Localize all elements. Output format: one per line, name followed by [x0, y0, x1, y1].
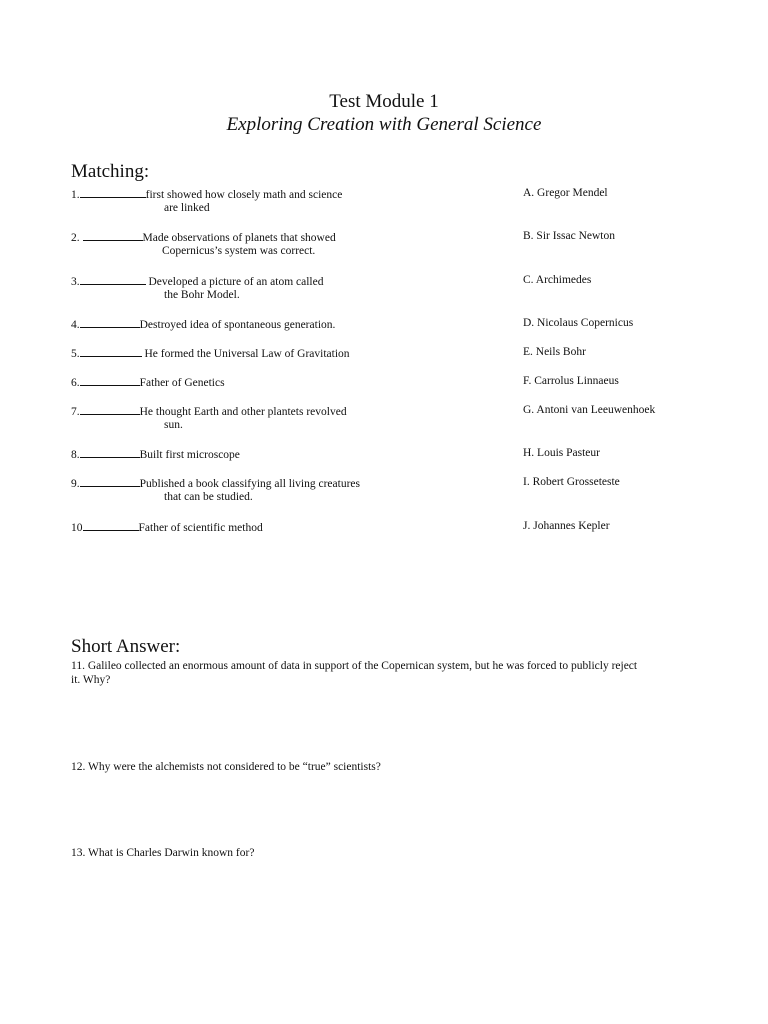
- short-answer-question-12: 12. Why were the alchemists not considered to be “true” scientists?: [71, 761, 381, 773]
- question-text: Made observations of planets that showed: [142, 232, 336, 244]
- question-continuation: are linked: [164, 202, 210, 214]
- question-text: Father of Genetics: [139, 377, 225, 389]
- question-text: Destroyed idea of spontaneous generation.: [139, 319, 336, 331]
- answer-blank[interactable]: [80, 273, 146, 285]
- question-number: 3.: [71, 276, 80, 288]
- matching-heading: Matching:: [71, 161, 150, 182]
- question-number: 7.: [71, 406, 80, 418]
- question-continuation: the Bohr Model.: [164, 289, 240, 301]
- question-text: Built first microscope: [139, 449, 240, 461]
- question-text: He thought Earth and other plantets revolved: [139, 406, 347, 418]
- matching-question-2: [71, 229, 336, 245]
- question-text: first showed how closely math and science: [145, 189, 343, 201]
- page-subtitle: Exploring Creation with General Science: [226, 114, 542, 135]
- question-continuation: Copernicus’s system was correct.: [162, 245, 316, 257]
- answer-blank[interactable]: [80, 446, 140, 458]
- answer-blank[interactable]: [83, 519, 139, 531]
- matching-question-8: [71, 446, 240, 462]
- page-title: Test Module 1: [329, 91, 439, 112]
- question-number: 5.: [71, 348, 80, 360]
- answer-blank[interactable]: [80, 186, 146, 198]
- matching-question-6: [71, 374, 225, 390]
- matching-question-9: [71, 475, 360, 491]
- question-text: Published a book classifying all living creatures: [139, 478, 360, 490]
- question-number: 10: [71, 522, 83, 534]
- answer-choice-j: J. Johannes Kepler: [523, 520, 610, 532]
- answer-choice-h: H. Louis Pasteur: [523, 447, 600, 459]
- question-text: Father of scientific method: [138, 522, 263, 534]
- answer-blank[interactable]: [80, 403, 140, 415]
- short-answer-question-11-cont: it. Why?: [71, 674, 111, 686]
- question-number: 4.: [71, 319, 80, 331]
- answer-choice-g: G. Antoni van Leeuwenhoek: [523, 404, 656, 416]
- matching-question-3: [71, 273, 323, 289]
- matching-question-5: [71, 345, 350, 361]
- short-answer-question-11: 11. Galileo collected an enormous amount of data in support of the Copernican system, but he was forced to publicly reject: [71, 660, 638, 672]
- answer-choice-f: F. Carrolus Linnaeus: [523, 375, 619, 387]
- answer-blank[interactable]: [80, 374, 140, 386]
- matching-question-4: [71, 316, 335, 332]
- matching-question-10: [71, 519, 263, 535]
- question-number: 6.: [71, 377, 80, 389]
- answer-blank[interactable]: [80, 345, 142, 357]
- answer-blank[interactable]: [80, 316, 140, 328]
- answer-choice-a: A. Gregor Mendel: [523, 187, 608, 199]
- short-answer-heading: Short Answer:: [71, 636, 181, 657]
- answer-blank[interactable]: [80, 475, 140, 487]
- question-number: 2.: [71, 232, 83, 244]
- question-continuation: that can be studied.: [164, 491, 253, 503]
- question-continuation: sun.: [164, 419, 183, 431]
- answer-choice-d: D. Nicolaus Copernicus: [523, 317, 634, 329]
- answer-choice-c: C. Archimedes: [523, 274, 592, 286]
- question-text: Developed a picture of an atom called: [145, 276, 324, 288]
- matching-question-1: [71, 186, 342, 202]
- question-number: 1.: [71, 189, 80, 201]
- matching-question-7: [71, 403, 347, 419]
- answer-blank[interactable]: [83, 229, 143, 241]
- answer-choice-i: I. Robert Grosseteste: [523, 476, 620, 488]
- question-text: He formed the Universal Law of Gravitation: [141, 348, 350, 360]
- short-answer-question-13: 13. What is Charles Darwin known for?: [71, 847, 255, 859]
- answer-choice-e: E. Neils Bohr: [523, 346, 586, 358]
- answer-choice-b: B. Sir Issac Newton: [523, 230, 615, 242]
- question-number: 9.: [71, 478, 80, 490]
- question-number: 8.: [71, 449, 80, 461]
